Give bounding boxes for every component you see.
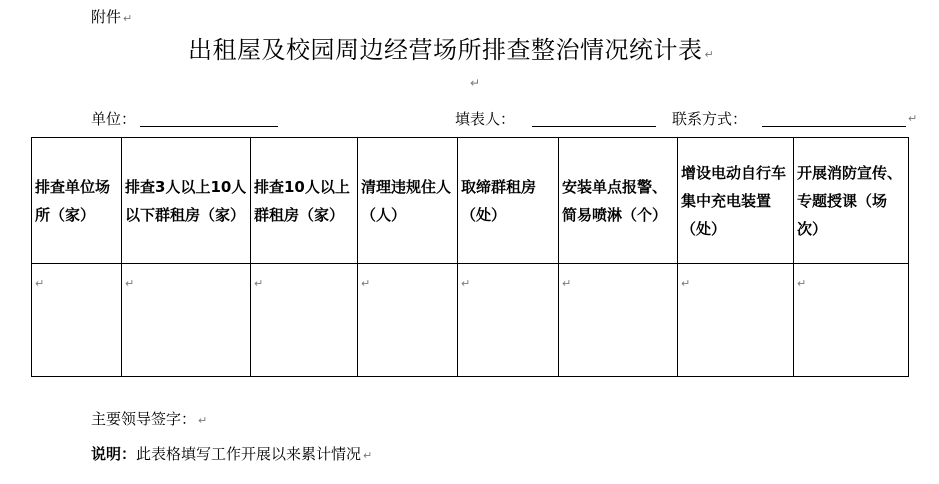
paragraph-mark: ↵ xyxy=(470,76,481,90)
header-cell: 清理违规住人（人） xyxy=(358,138,458,264)
header-cell: 安装单点报警、简易喷淋（个） xyxy=(559,138,678,264)
table-cell[interactable]: ↵ xyxy=(794,264,909,377)
note-label: 说明： xyxy=(91,445,137,463)
header-cell: 排查3人以上10人以下群租房（家） xyxy=(122,138,251,264)
unit-label: 单位： xyxy=(91,110,137,128)
paragraph-mark: ↵ xyxy=(908,112,918,125)
signature-label: 主要领导签字： ↵ xyxy=(91,410,208,428)
table-cell[interactable]: ↵ xyxy=(122,264,251,377)
table-cell[interactable]: ↵ xyxy=(678,264,794,377)
statistics-table xyxy=(31,137,909,377)
header-cell: 排查单位场所（家） xyxy=(32,138,122,264)
contact-field[interactable] xyxy=(762,126,906,127)
table-cell[interactable]: ↵ xyxy=(358,264,458,377)
attachment-label: 附件 ↵ xyxy=(91,8,133,26)
header-cell: 排查10人以上群租房（家） xyxy=(251,138,358,264)
table-row xyxy=(32,264,909,377)
contact-label: 联系方式： xyxy=(672,110,748,128)
table-cell[interactable]: ↵ xyxy=(559,264,678,377)
note-text: 此表格填写工作开展以来累计情况 xyxy=(136,445,362,463)
table-cell[interactable]: ↵ xyxy=(32,264,122,377)
table-cell[interactable]: ↵ xyxy=(458,264,559,377)
unit-field[interactable] xyxy=(140,126,278,127)
header-cell: 取缔群租房（处） xyxy=(458,138,559,264)
header-cell: 开展消防宣传、专题授课（场次） xyxy=(794,138,909,264)
note: 说明：此表格填写工作开展以来累计情况 ↵ xyxy=(91,445,373,463)
header-cell: 增设电动自行车集中充电装置（处） xyxy=(678,138,794,264)
filler-field[interactable] xyxy=(532,126,656,127)
table-cell[interactable]: ↵ xyxy=(251,264,358,377)
page-title: 出租屋及校园周边经营场所排查整治情况统计表 ↵ xyxy=(188,36,715,64)
table-header-row xyxy=(32,138,909,264)
filler-label: 填表人： xyxy=(455,110,516,128)
